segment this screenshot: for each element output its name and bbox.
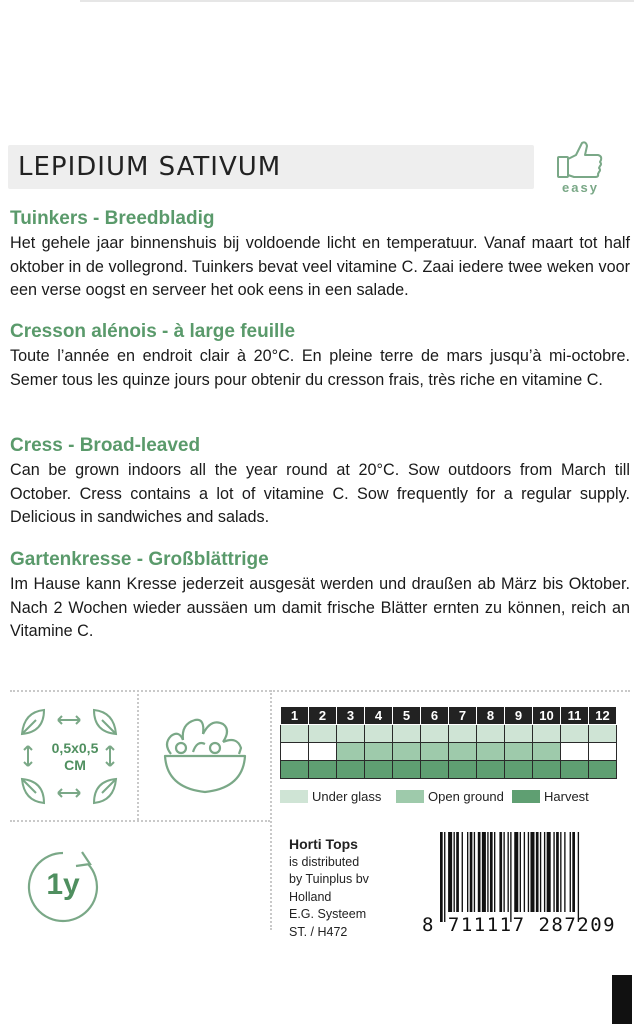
- barcode-bar: [530, 832, 534, 912]
- month-cell: 5: [393, 707, 421, 725]
- barcode-number: 8 711117 287209: [422, 914, 617, 936]
- barcode: [438, 832, 626, 922]
- month-cell: 4: [365, 707, 393, 725]
- month-cell: 9: [505, 707, 533, 725]
- barcode-bar: [514, 832, 518, 912]
- brand-name: Horti Tops: [289, 836, 358, 852]
- month-cell: 10: [533, 707, 561, 725]
- month-cell: 2: [309, 707, 337, 725]
- barcode-bar: [444, 832, 445, 922]
- print-mark: [612, 975, 632, 1024]
- calendar-cell: [561, 725, 589, 743]
- section-german: [10, 549, 630, 644]
- calendar-cell: [533, 761, 561, 779]
- calendar-cell: [449, 761, 477, 779]
- section-body: Toute l’année en endroit clair à 20°C. En pleine terre de mars jusqu’à mi-octobre. Semer tous les quinze jours pour obtenir du cresson frais, très riche en vitamine C.: [10, 347, 630, 389]
- barcode-bar: [524, 832, 525, 912]
- barcode-bar: [572, 832, 575, 912]
- barcode-bar: [490, 832, 493, 912]
- calendar-cell: [477, 743, 505, 761]
- section-body: Can be grown indoors all the year round at 20°C. Sow outdoors from March till October. Cress contains a lot of vitamine C. Sow frequently for a regular supply. Delicious in sandwiches and salads.: [10, 461, 630, 526]
- barcode-bar: [560, 832, 561, 912]
- month-cell: 11: [561, 707, 589, 725]
- sowing-calendar: [280, 706, 617, 779]
- distributor-line: is distributed: [289, 854, 360, 869]
- barcode-bar: [470, 832, 473, 912]
- spacing-value: 0,5x0,5: [51, 740, 99, 756]
- calendar-cell: [505, 761, 533, 779]
- calendar-cell: [477, 761, 505, 779]
- calendar-cell: [365, 761, 393, 779]
- section-dutch: [10, 208, 630, 303]
- section-body: Im Hause kann Kresse jederzeit ausgesät werden und draußen ab März bis Oktober. Nach 2 Wochen wieder aussäen um damit frische Blätter ernten zu können, reich an Vitamine C.: [10, 575, 630, 640]
- distributor-line: by Tuinplus bv: [289, 872, 369, 886]
- legend-swatch: [280, 790, 308, 803]
- barcode-bar: [448, 832, 452, 912]
- calendar-cell: [533, 725, 561, 743]
- spacing-text: [40, 740, 110, 774]
- barcode-bar: [564, 832, 565, 912]
- barcode-bar: [540, 832, 541, 912]
- lifespan-label: 1y: [46, 868, 80, 901]
- barcode-bar: [462, 832, 463, 912]
- barcode-bar: [440, 832, 443, 922]
- barcode-bar: [482, 832, 486, 912]
- calendar-cell: [449, 743, 477, 761]
- month-cell: 7: [449, 707, 477, 725]
- legend-label: Under glass: [312, 789, 382, 804]
- calendar-cell: [561, 743, 589, 761]
- barcode-bar: [503, 832, 504, 912]
- distributor-line: ST. / H472: [289, 924, 348, 939]
- distributor-info: [289, 836, 369, 941]
- calendar-cell: [309, 725, 337, 743]
- barcode-bar: [578, 832, 579, 922]
- section-title: Tuinkers - Breedbladig: [10, 208, 215, 229]
- calendar-cell: [393, 743, 421, 761]
- top-edge-line: [80, 0, 634, 2]
- calendar-cell: [309, 761, 337, 779]
- calendar-cell: [421, 725, 449, 743]
- barcode-bar: [544, 832, 545, 912]
- calendar-cell: [309, 743, 337, 761]
- section-french: [10, 321, 630, 392]
- barcode-bar: [536, 832, 539, 912]
- barcode-bar: [547, 832, 551, 912]
- calendar-months-row: [281, 707, 617, 725]
- calendar-body: [281, 725, 617, 779]
- legend-swatch: [396, 790, 424, 803]
- calendar-cell: [421, 761, 449, 779]
- calendar-cell: [337, 725, 365, 743]
- section-title: Cresson alénois - à large feuille: [10, 321, 296, 342]
- barcode-bar: [454, 832, 455, 912]
- legend-label: Harvest: [544, 789, 589, 804]
- calendar-cell: [281, 761, 309, 779]
- legend-open-ground: [396, 789, 504, 804]
- legend-under-glass: [280, 789, 381, 804]
- spacing-unit: CM: [64, 757, 86, 773]
- legend-swatch: [512, 790, 540, 803]
- calendar-cell: [505, 725, 533, 743]
- barcode-bar: [494, 832, 495, 912]
- barcode-bar: [474, 832, 475, 912]
- barcode-bar: [553, 832, 554, 912]
- distributor-line: E.G. Systeem: [289, 907, 367, 921]
- calendar-cell: [421, 743, 449, 761]
- month-cell: 1: [281, 707, 309, 725]
- barcode-bar: [478, 832, 481, 912]
- calendar-row: [281, 761, 617, 779]
- easy-label: easy: [562, 180, 599, 195]
- barcode-bar: [487, 832, 488, 912]
- calendar-cell: [477, 725, 505, 743]
- divider-top: [10, 690, 630, 692]
- barcode-bar: [556, 832, 559, 912]
- month-cell: 3: [337, 707, 365, 725]
- section-body: Het gehele jaar binnenshuis bij voldoende licht en temperatuur. Vanaf maart tot half oktober in de vollegrond. Tuinkers bevat veel vitamine C. Zaai iedere twee weken voor een verse oogst en serveer het ook eens in een salade.: [10, 234, 630, 299]
- calendar-cell: [589, 725, 617, 743]
- section-title: Gartenkresse - Großblättrige: [10, 549, 269, 570]
- salad-bowl-icon: [157, 708, 253, 804]
- calendar-cell: [449, 725, 477, 743]
- legend-harvest: [512, 789, 589, 804]
- barcode-bar: [467, 832, 468, 912]
- latin-name: LEPIDIUM SATIVUM: [18, 152, 282, 182]
- calendar-row: [281, 725, 617, 743]
- calendar-cell: [533, 743, 561, 761]
- barcode-bar: [520, 832, 521, 912]
- month-cell: 6: [421, 707, 449, 725]
- divider-v2: [270, 690, 272, 930]
- calendar-cell: [337, 743, 365, 761]
- calendar-row: [281, 743, 617, 761]
- calendar-cell: [365, 725, 393, 743]
- distributor-line: Holland: [289, 889, 332, 904]
- barcode-bar: [528, 832, 529, 912]
- barcode-bar: [508, 832, 509, 912]
- calendar-cell: [393, 725, 421, 743]
- calendar-cell: [281, 743, 309, 761]
- barcode-bar: [510, 832, 511, 922]
- calendar-cell: [589, 743, 617, 761]
- calendar-cell: [393, 761, 421, 779]
- calendar-cell: [281, 725, 309, 743]
- divider-v1: [137, 690, 139, 820]
- barcode-bar: [499, 832, 502, 912]
- month-cell: 12: [589, 707, 617, 725]
- legend-label: Open ground: [428, 789, 504, 804]
- section-title: Cress - Broad-leaved: [10, 435, 201, 456]
- calendar-cell: [505, 743, 533, 761]
- barcode-bar: [570, 832, 571, 912]
- month-cell: 8: [477, 707, 505, 725]
- section-english: [10, 435, 630, 530]
- barcode-bar: [456, 832, 459, 912]
- calendar-cell: [561, 761, 589, 779]
- calendar-cell: [365, 743, 393, 761]
- calendar-cell: [589, 761, 617, 779]
- divider-mid: [10, 820, 270, 822]
- calendar-cell: [337, 761, 365, 779]
